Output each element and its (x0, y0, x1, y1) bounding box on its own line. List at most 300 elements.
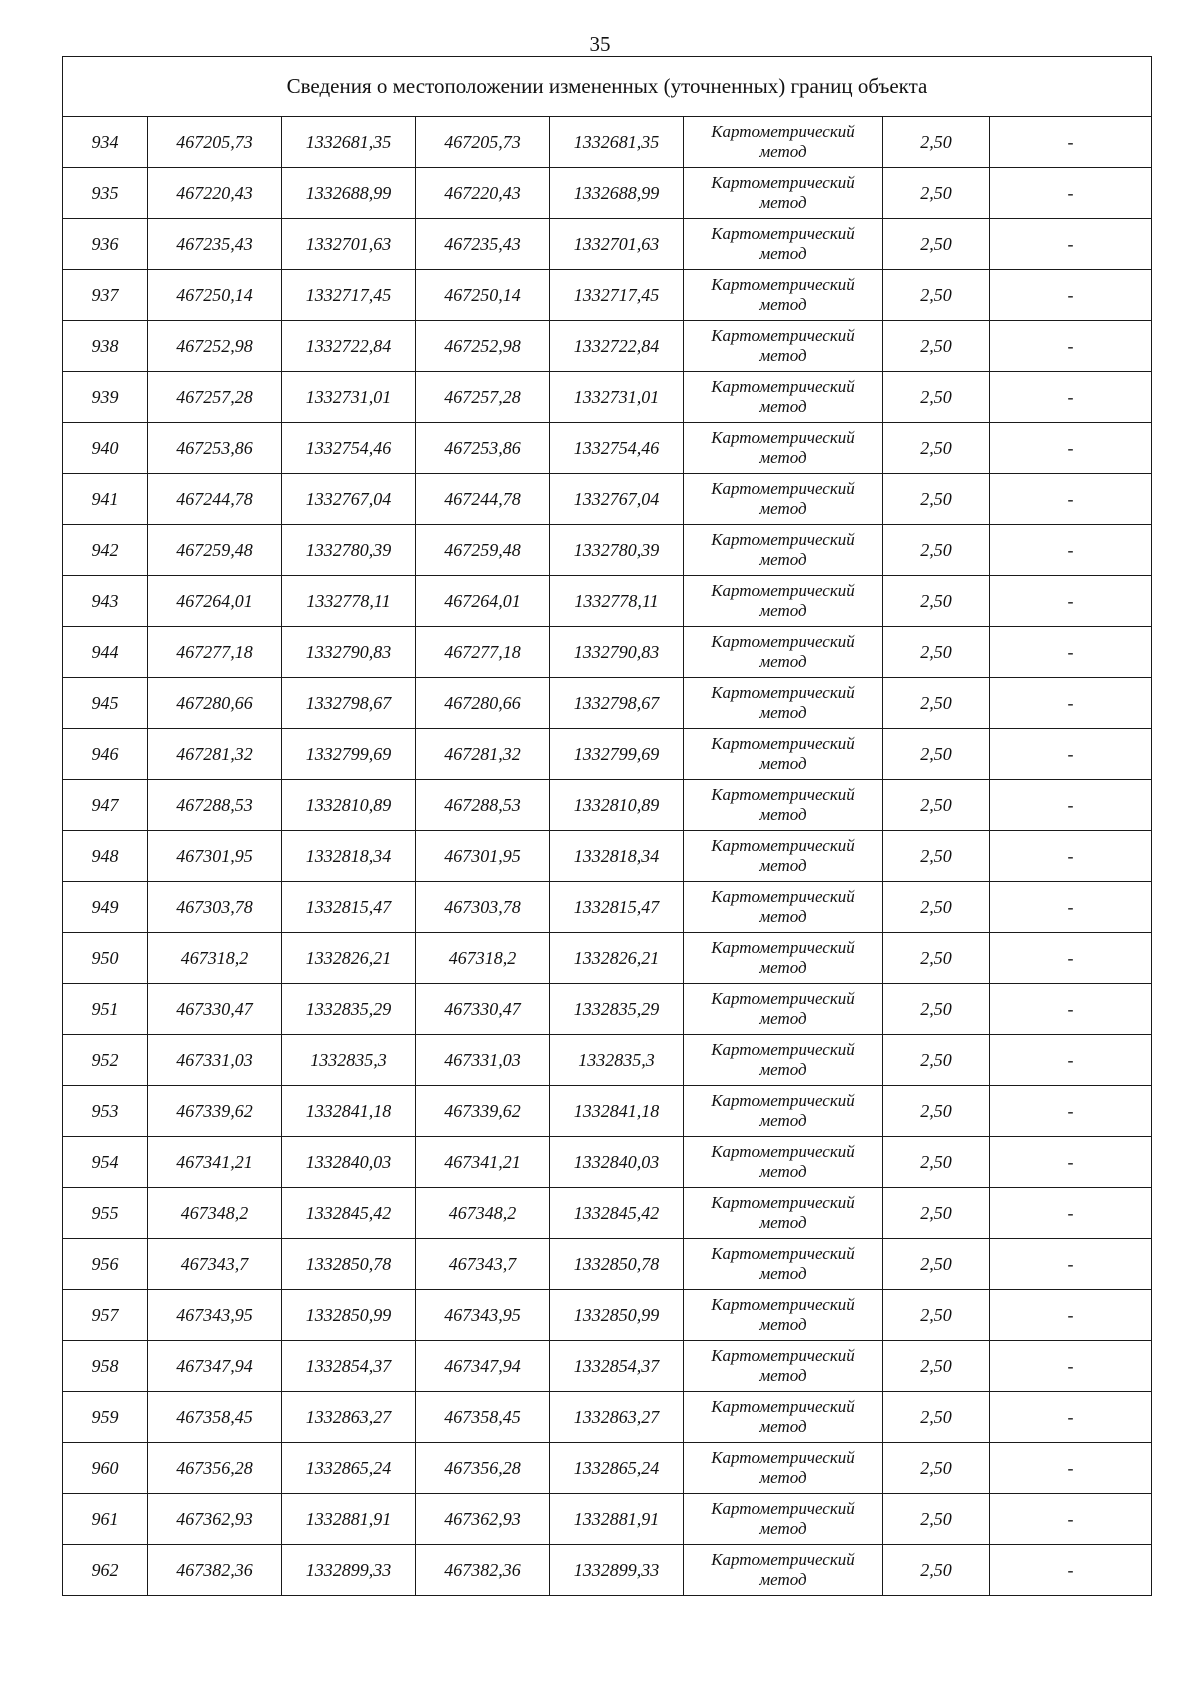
accuracy-cell: 2,50 (883, 831, 990, 882)
note-cell: - (990, 423, 1152, 474)
method-line-1: Картометрический (711, 1142, 855, 1161)
method-line-2: метод (759, 907, 807, 926)
method-cell (684, 1290, 883, 1341)
y-refined-cell: 1332731,01 (550, 372, 684, 423)
accuracy-cell: 2,50 (883, 1188, 990, 1239)
method-line-1: Картометрический (711, 1091, 855, 1110)
method-line-1: Картометрический (711, 1397, 855, 1416)
method-cell (684, 219, 883, 270)
table-row (63, 780, 1152, 831)
table-title-row (63, 57, 1152, 117)
x-existing-cell: 467253,86 (148, 423, 282, 474)
y-refined-cell: 1332881,91 (550, 1494, 684, 1545)
x-existing-cell: 467220,43 (148, 168, 282, 219)
point-number-cell: 953 (63, 1086, 148, 1137)
point-number-cell: 948 (63, 831, 148, 882)
table-title: Сведения о местоположении измененных (уточненных) границ объекта (63, 57, 1152, 117)
x-refined-cell: 467343,7 (416, 1239, 550, 1290)
y-refined-cell: 1332790,83 (550, 627, 684, 678)
y-existing-cell: 1332818,34 (282, 831, 416, 882)
x-refined-cell: 467220,43 (416, 168, 550, 219)
x-refined-cell: 467330,47 (416, 984, 550, 1035)
note-cell: - (990, 1137, 1152, 1188)
x-existing-cell: 467343,7 (148, 1239, 282, 1290)
method-line-1: Картометрический (711, 1346, 855, 1365)
table-row (63, 321, 1152, 372)
method-line-2: метод (759, 1468, 807, 1487)
point-number-cell: 959 (63, 1392, 148, 1443)
y-existing-cell: 1332810,89 (282, 780, 416, 831)
method-cell (684, 1188, 883, 1239)
table-row (63, 1239, 1152, 1290)
accuracy-cell: 2,50 (883, 321, 990, 372)
y-refined-cell: 1332717,45 (550, 270, 684, 321)
point-number-cell: 950 (63, 933, 148, 984)
table-row (63, 1137, 1152, 1188)
boundary-coordinates-table (62, 56, 1152, 1596)
method-line-1: Картометрический (711, 275, 855, 294)
x-existing-cell: 467280,66 (148, 678, 282, 729)
method-cell (684, 1239, 883, 1290)
point-number-cell: 961 (63, 1494, 148, 1545)
y-existing-cell: 1332815,47 (282, 882, 416, 933)
method-line-2: метод (759, 397, 807, 416)
table-row (63, 984, 1152, 1035)
table-row (63, 882, 1152, 933)
method-cell (684, 1392, 883, 1443)
y-refined-cell: 1332841,18 (550, 1086, 684, 1137)
accuracy-cell: 2,50 (883, 1392, 990, 1443)
accuracy-cell: 2,50 (883, 474, 990, 525)
point-number-cell: 943 (63, 576, 148, 627)
x-refined-cell: 467257,28 (416, 372, 550, 423)
method-line-1: Картометрический (711, 1295, 855, 1314)
method-line-1: Картометрический (711, 887, 855, 906)
method-line-1: Картометрический (711, 989, 855, 1008)
x-existing-cell: 467339,62 (148, 1086, 282, 1137)
y-refined-cell: 1332826,21 (550, 933, 684, 984)
method-line-1: Картометрический (711, 1193, 855, 1212)
method-line-1: Картометрический (711, 1244, 855, 1263)
table-row (63, 1341, 1152, 1392)
x-existing-cell: 467318,2 (148, 933, 282, 984)
y-existing-cell: 1332778,11 (282, 576, 416, 627)
method-line-1: Картометрический (711, 1448, 855, 1467)
y-existing-cell: 1332826,21 (282, 933, 416, 984)
y-refined-cell: 1332767,04 (550, 474, 684, 525)
method-cell (684, 780, 883, 831)
table-row (63, 1086, 1152, 1137)
point-number-cell: 949 (63, 882, 148, 933)
method-line-2: метод (759, 1519, 807, 1538)
note-cell: - (990, 627, 1152, 678)
method-cell (684, 117, 883, 168)
y-refined-cell: 1332780,39 (550, 525, 684, 576)
method-cell (684, 831, 883, 882)
method-line-2: метод (759, 703, 807, 722)
y-refined-cell: 1332810,89 (550, 780, 684, 831)
y-existing-cell: 1332701,63 (282, 219, 416, 270)
accuracy-cell: 2,50 (883, 1545, 990, 1596)
method-line-1: Картометрический (711, 683, 855, 702)
table-row (63, 219, 1152, 270)
method-line-1: Картометрический (711, 785, 855, 804)
x-existing-cell: 467356,28 (148, 1443, 282, 1494)
method-line-2: метод (759, 1315, 807, 1334)
y-refined-cell: 1332754,46 (550, 423, 684, 474)
y-refined-cell: 1332899,33 (550, 1545, 684, 1596)
accuracy-cell: 2,50 (883, 729, 990, 780)
method-line-2: метод (759, 193, 807, 212)
method-line-1: Картометрический (711, 122, 855, 141)
accuracy-cell: 2,50 (883, 984, 990, 1035)
method-line-2: метод (759, 244, 807, 263)
table-row (63, 525, 1152, 576)
table-row (63, 1443, 1152, 1494)
accuracy-cell: 2,50 (883, 780, 990, 831)
method-line-2: метод (759, 1417, 807, 1436)
x-refined-cell: 467356,28 (416, 1443, 550, 1494)
method-line-1: Картометрический (711, 377, 855, 396)
note-cell: - (990, 321, 1152, 372)
point-number-cell: 935 (63, 168, 148, 219)
method-cell (684, 678, 883, 729)
note-cell: - (990, 1392, 1152, 1443)
note-cell: - (990, 372, 1152, 423)
method-line-1: Картометрический (711, 581, 855, 600)
x-existing-cell: 467303,78 (148, 882, 282, 933)
note-cell: - (990, 1443, 1152, 1494)
method-line-2: метод (759, 499, 807, 518)
y-existing-cell: 1332850,78 (282, 1239, 416, 1290)
x-existing-cell: 467252,98 (148, 321, 282, 372)
method-line-1: Картометрический (711, 173, 855, 192)
x-existing-cell: 467281,32 (148, 729, 282, 780)
note-cell: - (990, 678, 1152, 729)
method-cell (684, 1137, 883, 1188)
x-refined-cell: 467348,2 (416, 1188, 550, 1239)
method-line-2: метод (759, 448, 807, 467)
y-existing-cell: 1332688,99 (282, 168, 416, 219)
method-line-2: метод (759, 1060, 807, 1079)
accuracy-cell: 2,50 (883, 678, 990, 729)
y-refined-cell: 1332835,3 (550, 1035, 684, 1086)
table-row (63, 1188, 1152, 1239)
accuracy-cell: 2,50 (883, 1443, 990, 1494)
method-line-2: метод (759, 805, 807, 824)
note-cell: - (990, 1035, 1152, 1086)
table-row (63, 117, 1152, 168)
y-refined-cell: 1332778,11 (550, 576, 684, 627)
method-line-1: Картометрический (711, 1499, 855, 1518)
y-existing-cell: 1332845,42 (282, 1188, 416, 1239)
point-number-cell: 954 (63, 1137, 148, 1188)
note-cell: - (990, 882, 1152, 933)
x-refined-cell: 467339,62 (416, 1086, 550, 1137)
method-line-2: метод (759, 958, 807, 977)
x-refined-cell: 467277,18 (416, 627, 550, 678)
x-refined-cell: 467264,01 (416, 576, 550, 627)
x-existing-cell: 467362,93 (148, 1494, 282, 1545)
method-cell (684, 1494, 883, 1545)
method-cell (684, 372, 883, 423)
point-number-cell: 962 (63, 1545, 148, 1596)
point-number-cell: 958 (63, 1341, 148, 1392)
table-row (63, 729, 1152, 780)
y-existing-cell: 1332717,45 (282, 270, 416, 321)
accuracy-cell: 2,50 (883, 1035, 990, 1086)
point-number-cell: 944 (63, 627, 148, 678)
method-cell (684, 933, 883, 984)
y-refined-cell: 1332854,37 (550, 1341, 684, 1392)
method-cell (684, 1086, 883, 1137)
accuracy-cell: 2,50 (883, 1494, 990, 1545)
point-number-cell: 956 (63, 1239, 148, 1290)
method-line-1: Картометрический (711, 938, 855, 957)
y-existing-cell: 1332790,83 (282, 627, 416, 678)
accuracy-cell: 2,50 (883, 117, 990, 168)
method-line-2: метод (759, 601, 807, 620)
note-cell: - (990, 729, 1152, 780)
x-refined-cell: 467250,14 (416, 270, 550, 321)
y-refined-cell: 1332799,69 (550, 729, 684, 780)
x-refined-cell: 467244,78 (416, 474, 550, 525)
y-existing-cell: 1332881,91 (282, 1494, 416, 1545)
x-refined-cell: 467280,66 (416, 678, 550, 729)
method-line-2: метод (759, 652, 807, 671)
x-existing-cell: 467259,48 (148, 525, 282, 576)
note-cell: - (990, 984, 1152, 1035)
accuracy-cell: 2,50 (883, 576, 990, 627)
method-cell (684, 627, 883, 678)
note-cell: - (990, 117, 1152, 168)
y-existing-cell: 1332798,67 (282, 678, 416, 729)
table-row (63, 1494, 1152, 1545)
x-refined-cell: 467382,36 (416, 1545, 550, 1596)
y-existing-cell: 1332863,27 (282, 1392, 416, 1443)
x-existing-cell: 467347,94 (148, 1341, 282, 1392)
y-refined-cell: 1332840,03 (550, 1137, 684, 1188)
y-refined-cell: 1332850,99 (550, 1290, 684, 1341)
x-refined-cell: 467205,73 (416, 117, 550, 168)
accuracy-cell: 2,50 (883, 270, 990, 321)
point-number-cell: 940 (63, 423, 148, 474)
method-line-1: Картометрический (711, 479, 855, 498)
method-line-1: Картометрический (711, 632, 855, 651)
x-refined-cell: 467235,43 (416, 219, 550, 270)
point-number-cell: 947 (63, 780, 148, 831)
table-row (63, 1290, 1152, 1341)
y-refined-cell: 1332681,35 (550, 117, 684, 168)
y-refined-cell: 1332863,27 (550, 1392, 684, 1443)
table-row (63, 576, 1152, 627)
y-existing-cell: 1332865,24 (282, 1443, 416, 1494)
method-line-2: метод (759, 754, 807, 773)
method-cell (684, 576, 883, 627)
method-line-1: Картометрический (711, 326, 855, 345)
table-row (63, 1035, 1152, 1086)
method-line-2: метод (759, 550, 807, 569)
point-number-cell: 960 (63, 1443, 148, 1494)
y-existing-cell: 1332854,37 (282, 1341, 416, 1392)
x-existing-cell: 467264,01 (148, 576, 282, 627)
method-line-2: метод (759, 1366, 807, 1385)
method-line-2: метод (759, 1009, 807, 1028)
x-refined-cell: 467358,45 (416, 1392, 550, 1443)
table-row (63, 1545, 1152, 1596)
method-cell (684, 168, 883, 219)
method-line-2: метод (759, 1162, 807, 1181)
method-line-1: Картометрический (711, 428, 855, 447)
method-line-2: метод (759, 1570, 807, 1589)
table-row (63, 270, 1152, 321)
accuracy-cell: 2,50 (883, 372, 990, 423)
method-line-1: Картометрический (711, 530, 855, 549)
method-cell (684, 1341, 883, 1392)
method-cell (684, 525, 883, 576)
x-refined-cell: 467288,53 (416, 780, 550, 831)
y-refined-cell: 1332701,63 (550, 219, 684, 270)
accuracy-cell: 2,50 (883, 933, 990, 984)
table-row (63, 372, 1152, 423)
x-existing-cell: 467343,95 (148, 1290, 282, 1341)
y-refined-cell: 1332688,99 (550, 168, 684, 219)
point-number-cell: 941 (63, 474, 148, 525)
method-line-1: Картометрический (711, 1550, 855, 1569)
note-cell: - (990, 576, 1152, 627)
method-line-1: Картометрический (711, 734, 855, 753)
point-number-cell: 945 (63, 678, 148, 729)
note-cell: - (990, 1545, 1152, 1596)
method-line-2: метод (759, 295, 807, 314)
method-line-1: Картометрический (711, 1040, 855, 1059)
y-refined-cell: 1332722,84 (550, 321, 684, 372)
method-cell (684, 321, 883, 372)
accuracy-cell: 2,50 (883, 168, 990, 219)
point-number-cell: 946 (63, 729, 148, 780)
y-refined-cell: 1332865,24 (550, 1443, 684, 1494)
note-cell: - (990, 168, 1152, 219)
point-number-cell: 938 (63, 321, 148, 372)
x-refined-cell: 467318,2 (416, 933, 550, 984)
x-existing-cell: 467235,43 (148, 219, 282, 270)
y-existing-cell: 1332850,99 (282, 1290, 416, 1341)
method-line-1: Картометрический (711, 836, 855, 855)
point-number-cell: 951 (63, 984, 148, 1035)
y-existing-cell: 1332840,03 (282, 1137, 416, 1188)
note-cell: - (990, 1494, 1152, 1545)
x-refined-cell: 467303,78 (416, 882, 550, 933)
note-cell: - (990, 270, 1152, 321)
method-line-2: метод (759, 346, 807, 365)
note-cell: - (990, 780, 1152, 831)
method-line-2: метод (759, 1111, 807, 1130)
method-cell (684, 474, 883, 525)
x-refined-cell: 467331,03 (416, 1035, 550, 1086)
x-refined-cell: 467347,94 (416, 1341, 550, 1392)
x-refined-cell: 467362,93 (416, 1494, 550, 1545)
method-cell (684, 729, 883, 780)
x-existing-cell: 467250,14 (148, 270, 282, 321)
method-cell (684, 270, 883, 321)
x-refined-cell: 467259,48 (416, 525, 550, 576)
note-cell: - (990, 1086, 1152, 1137)
y-existing-cell: 1332731,01 (282, 372, 416, 423)
x-existing-cell: 467330,47 (148, 984, 282, 1035)
x-existing-cell: 467288,53 (148, 780, 282, 831)
y-refined-cell: 1332835,29 (550, 984, 684, 1035)
point-number-cell: 952 (63, 1035, 148, 1086)
table-body (63, 117, 1152, 1596)
y-refined-cell: 1332850,78 (550, 1239, 684, 1290)
x-refined-cell: 467301,95 (416, 831, 550, 882)
table-row (63, 474, 1152, 525)
x-existing-cell: 467348,2 (148, 1188, 282, 1239)
method-line-2: метод (759, 856, 807, 875)
accuracy-cell: 2,50 (883, 219, 990, 270)
x-existing-cell: 467244,78 (148, 474, 282, 525)
table-row (63, 678, 1152, 729)
y-existing-cell: 1332835,3 (282, 1035, 416, 1086)
accuracy-cell: 2,50 (883, 525, 990, 576)
point-number-cell: 957 (63, 1290, 148, 1341)
table-row (63, 168, 1152, 219)
y-existing-cell: 1332780,39 (282, 525, 416, 576)
point-number-cell: 937 (63, 270, 148, 321)
x-refined-cell: 467252,98 (416, 321, 550, 372)
x-refined-cell: 467341,21 (416, 1137, 550, 1188)
point-number-cell: 934 (63, 117, 148, 168)
table-row (63, 831, 1152, 882)
note-cell: - (990, 525, 1152, 576)
x-existing-cell: 467331,03 (148, 1035, 282, 1086)
y-existing-cell: 1332899,33 (282, 1545, 416, 1596)
accuracy-cell: 2,50 (883, 1290, 990, 1341)
x-refined-cell: 467253,86 (416, 423, 550, 474)
point-number-cell: 942 (63, 525, 148, 576)
x-existing-cell: 467382,36 (148, 1545, 282, 1596)
accuracy-cell: 2,50 (883, 1086, 990, 1137)
point-number-cell: 936 (63, 219, 148, 270)
x-existing-cell: 467358,45 (148, 1392, 282, 1443)
accuracy-cell: 2,50 (883, 1341, 990, 1392)
x-refined-cell: 467343,95 (416, 1290, 550, 1341)
page-number: 35 (589, 32, 611, 56)
accuracy-cell: 2,50 (883, 882, 990, 933)
note-cell: - (990, 933, 1152, 984)
accuracy-cell: 2,50 (883, 627, 990, 678)
table-row (63, 933, 1152, 984)
note-cell: - (990, 1290, 1152, 1341)
method-line-2: метод (759, 142, 807, 161)
table-row (63, 423, 1152, 474)
x-existing-cell: 467257,28 (148, 372, 282, 423)
accuracy-cell: 2,50 (883, 1137, 990, 1188)
note-cell: - (990, 831, 1152, 882)
accuracy-cell: 2,50 (883, 1239, 990, 1290)
x-existing-cell: 467341,21 (148, 1137, 282, 1188)
method-cell (684, 423, 883, 474)
y-refined-cell: 1332845,42 (550, 1188, 684, 1239)
y-existing-cell: 1332841,18 (282, 1086, 416, 1137)
x-existing-cell: 467301,95 (148, 831, 282, 882)
method-line-2: метод (759, 1264, 807, 1283)
point-number-cell: 939 (63, 372, 148, 423)
y-existing-cell: 1332681,35 (282, 117, 416, 168)
y-existing-cell: 1332835,29 (282, 984, 416, 1035)
y-existing-cell: 1332722,84 (282, 321, 416, 372)
table-row (63, 1392, 1152, 1443)
